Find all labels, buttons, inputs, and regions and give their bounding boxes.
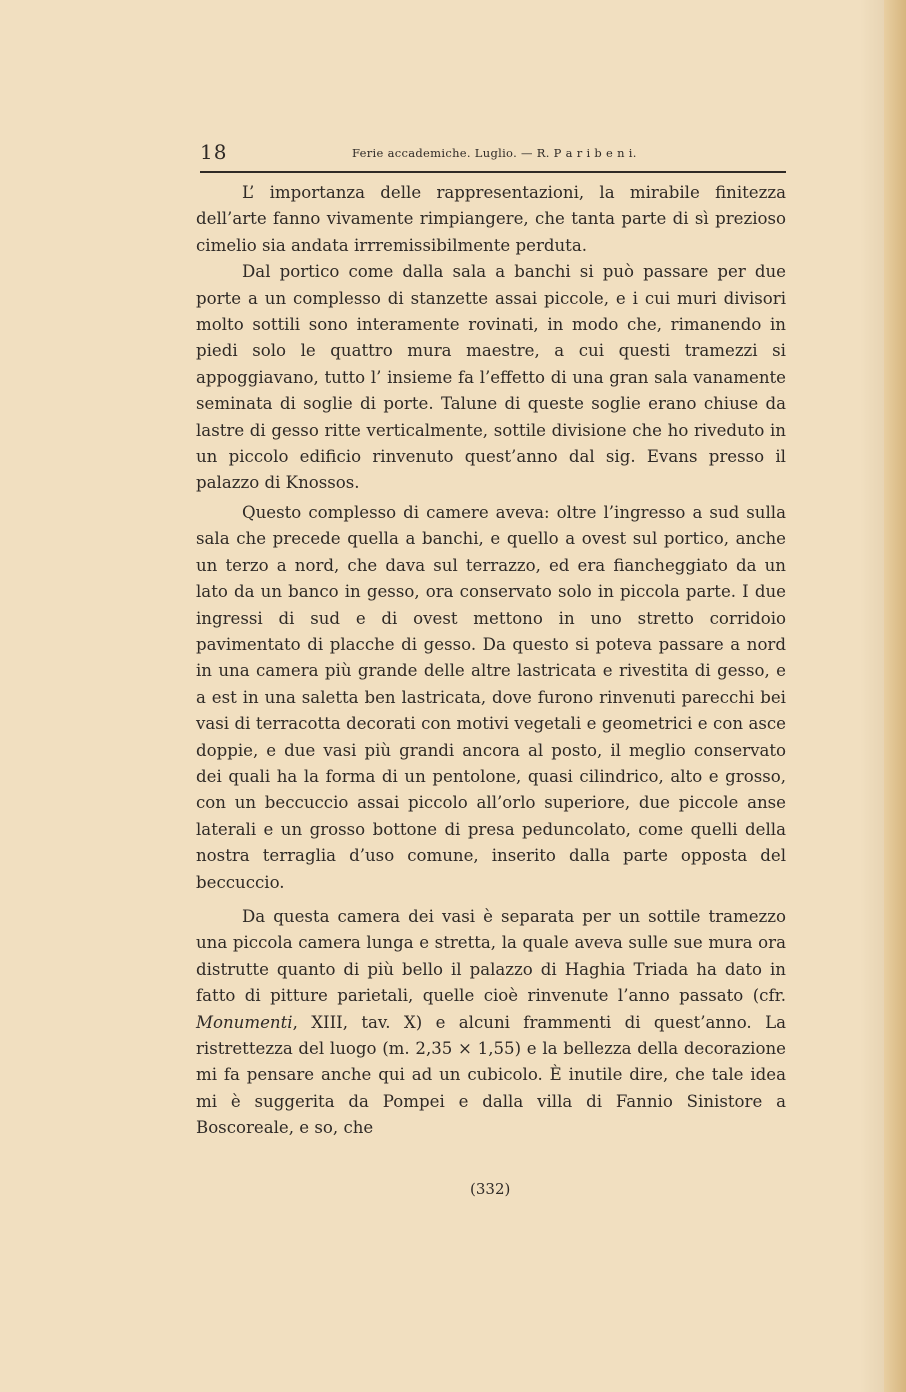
paragraph-1: L’ importanza delle rappresentazioni, la mirabile finitezza dell’arte fanno vivamente rimpiangere, che tanta parte di sì prezioso cimelio sia andata irrremissibilmente perduta.: [196, 183, 786, 255]
paragraph-2: Dal portico come dalla sala a banchi si può passare per due porte a un complesso di stanzette assai piccole, e i cui muri divisori molto sottili sono interamente rovinati, in modo che, rimanendo in piedi solo le quattro mura maestre, a cui questi tramezzi si appoggiavano, tutto l’ insieme fa l’effetto di una gran sala vanamente seminata di soglie di porte. Talune di queste soglie erano chiuse da lastre di gesso ritte verticalmente, sottile divisione che ho riveduto in un piccolo edificio rinvenuto quest’anno dal sig. Evans presso il palazzo di Knossos.: [196, 262, 786, 493]
body-text: [196, 180, 786, 1142]
paragraph-4: [196, 904, 786, 1142]
page-gutter-shadow: [884, 0, 906, 1392]
page-number: 18: [200, 140, 228, 164]
page-header: [200, 140, 786, 168]
paragraph-4-before: Da questa camera dei vasi è separata per un sottile tramezzo una piccola camera lunga e stretta, la quale aveva sulle sue mura ora distrutte quanto di più bello il palazzo di Haghia Triada ha dato in fatto di pitture parietali, quelle cioè rinvenute l’anno passato (cfr.: [196, 906, 786, 1006]
header-rule: [200, 171, 786, 173]
paragraph-3: Questo complesso di camere aveva: oltre l’ingresso a sud sulla sala che precede quella a banchi, e quello a ovest sul portico, anche un terzo a nord, che dava sul terrazzo, ed era fiancheggiato da un lato da un banco in gesso, ora conservato solo in piccola parte. I due ingressi di sud e di ovest mettono in uno stretto corridoio pavimentato di placche di gesso. Da questo si poteva passare a nord in una camera più grande delle altre lastricata e rivestita di gesso, e a est in una saletta ben lastricata, dove furono rinvenuti parecchi bei vasi di terracotta decorati con motivi vegetali e geometrici e con asce doppie, e due vasi più grandi ancora al posto, il meglio conservato dei quali ha la forma di un pentolone, quasi cilindrico, alto e grosso, con un beccuccio assai piccolo all’orlo superiore, due piccole anse laterali e un grosso bottone di presa peduncolato, come quelli della nostra terraglia d’uso comune, inserito dalla parte opposta del beccuccio.: [196, 502, 786, 892]
paragraph-4-after: , XIII, tav. X) e alcuni frammenti di quest’anno. La ristrettezza del luogo (m. 2,35 × 1,55) e la bellezza della decorazione mi fa pensare anche qui ad un cubicolo. È inutile dire, che tale idea mi è suggerita da Pompei e dalla villa di Fannio Sinistore a Boscoreale, e so, che: [196, 1012, 786, 1138]
paragraph-4-italic-title: Monumenti: [196, 1012, 293, 1032]
running-head: Ferie accademiche. Luglio. — R. P a r i b e n i.: [352, 146, 637, 160]
folio-number: (332): [470, 1180, 511, 1198]
